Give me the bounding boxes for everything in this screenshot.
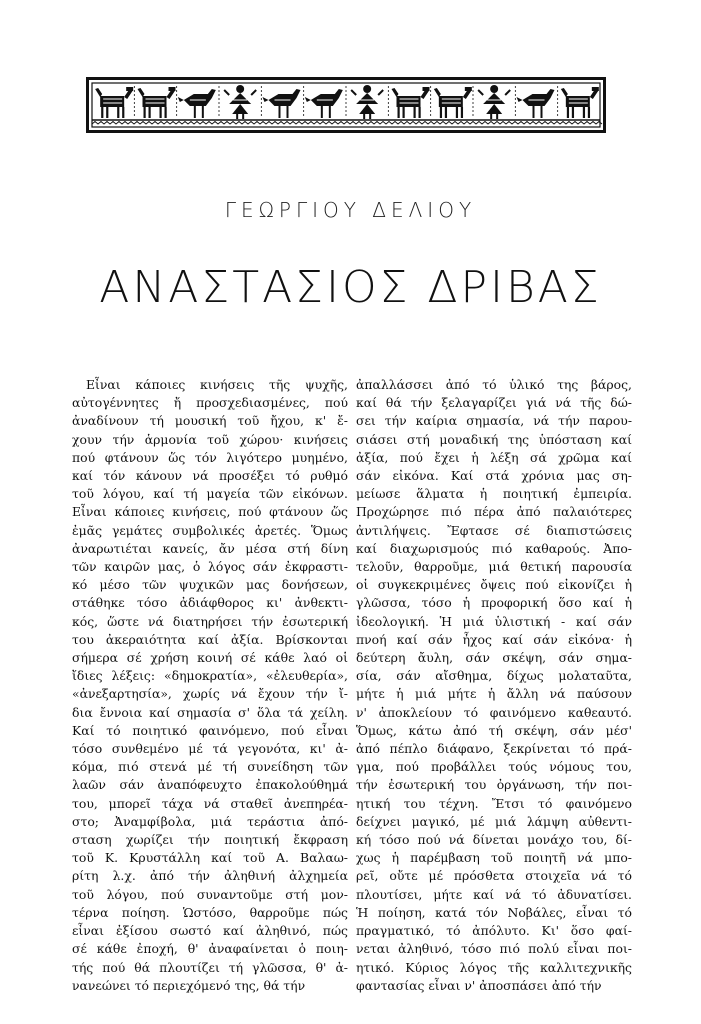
text-line: ρίτη λ.χ. ἀπό τήν ἀληθινή ἀλχημεία [72, 868, 348, 884]
text-line: δεύτερη ἄυλη, σάν σκέψη, σάν σημα- [356, 650, 632, 666]
text-line: καί τόν κάνουν νά προσέξει τό ρυθμό [72, 468, 348, 484]
text-line: στάθηκε τόσο ἀδιάφθορος κι' ἀνθεκτι- [72, 595, 348, 611]
text-line: ν' ἀποκλείουν τό φαινόμενο καθεαυτό. [356, 704, 632, 720]
figure-motif [478, 85, 510, 119]
text-line: τοῦ Κ. Κρυστάλλη καί τοῦ Α. Βαλαω- [72, 850, 348, 866]
text-line: εἶναι ἐξίσου σωστό καί ἀληθινό, πώς [72, 923, 348, 939]
text-line: κόμα, πιό στενά μέ τή συνείδηση τῶν [72, 759, 348, 775]
text-line: καί διαχωρισμούς πιό καθαρούς. Ἀπο- [356, 540, 632, 556]
text-line: Εἶναι κάποιες κινήσεις τῆς ψυχῆς, [86, 377, 348, 392]
text-line: πνοή καί σάν ἦχος καί σάν εἰκόνα· ἡ [356, 631, 632, 647]
text-line: ητική του τέχνη. Ἔτσι τό φαινόμενο [356, 795, 632, 811]
text-line: αὐτογέννητες ἤ προσχεδιασμένες, πού [72, 395, 348, 411]
text-column-left [72, 376, 348, 995]
beast-motif [138, 87, 176, 118]
article-title: ΑΝΑΣΤΑΣΙΟΣ ΔΡΙΒΑΣ [99, 262, 602, 313]
text-column-right [356, 376, 632, 995]
text-line: πλουτίσει, μήτε καί νά τό ἀδυνατίσει. [356, 886, 632, 902]
text-line: Εἶναι κάποιες κινήσεις, πού φτάνουν ὥς [72, 504, 348, 520]
text-line: σήμερα σέ χρήση κοινή σέ κάθε λαό οἱ [72, 650, 348, 666]
text-line: πού φτάνουν ὥς τόν λιγότερο μυημένο, [72, 449, 348, 465]
author-name: ΓΕΩΡΓΙΟΥ ΔΕΛΙΟΥ [224, 198, 477, 222]
text-line: ἰδεολογική. Ἡ μιά ὑλιστική - καί σάν [356, 613, 632, 629]
text-line: σιάσει στή μοναδική της ὑπόσταση καί [356, 431, 632, 447]
text-line: νανεώνει τό περιεχόμενό της, θά τήν [72, 977, 306, 993]
text-line: ἀξία, πού ἔχει ἡ λέξη σά χρῶμα καί [356, 449, 632, 465]
text-line: σει τήν καίρια σημασία, νά τήν παρου- [356, 413, 632, 429]
text-line: κός, ὥστε νά διατηρήσει τήν ἐσωτερική [72, 613, 348, 629]
text-line: τόσο συνθεμένο μέ τά γεγονότα, κι' ἀ- [72, 741, 348, 757]
text-line: φαντασίας εἶναι ν' ἀποσπάσει ἀπό τήν [356, 977, 602, 993]
text-line: τής πού θά πλουτίζει τή γλῶσσα, θ' ἀ- [72, 959, 348, 975]
bird-motif [305, 89, 343, 118]
text-line: ἀναρωτιέται κανείς, ἄν μέσα στή δίνη [72, 540, 348, 556]
beast-motif [561, 87, 599, 118]
beast-motif [95, 87, 133, 118]
text-line: ἴδιες λέξεις: «δημοκρατία», «ἐλευθερία», [72, 668, 348, 684]
text-line: κή τόσο πού νά δίνεται μονάχο του, δί- [356, 832, 632, 848]
text-line: τελοῦν, θαρροῦμε, μιά θετική παρουσία [356, 559, 632, 575]
text-line: καί θά τήν ξελαγαρίζει γιά νά τῆς δώ- [356, 395, 632, 411]
text-line: «ἀνεξαρτησία», χωρίς νά ἔχουν τήν ἴ- [72, 686, 348, 702]
beast-motif [434, 87, 472, 118]
text-line: τέρνα ποίηση. Ὡστόσο, θαρροῦμε πώς [72, 904, 348, 920]
text-line: πραγματικό, τό ἀπόλυτο. Κι' ὅσο φαί- [356, 923, 632, 939]
text-line: τῶν καιρῶν μας, ὁ λόγος σάν ἐκφραστι- [72, 559, 348, 575]
text-line: γμα, πού προβάλλει τούς νόμους του, [356, 759, 632, 775]
bird-motif [178, 89, 216, 118]
text-line: ἀπαλλάσσει ἀπό τό ὑλικό της βάρος, [356, 377, 632, 392]
beast-motif [392, 87, 430, 118]
text-line: Ὅμως, κάτω ἀπό τή σκέψη, σάν μέσ' [356, 722, 632, 738]
frieze-pattern [89, 80, 603, 130]
text-line: σέ κάθε ἐποχή, θ' ἀναφαίνεται ὁ ποιη- [72, 941, 348, 957]
text-line: νεται ἀληθινό, τόσο πιό πολύ εἶναι ποι- [356, 941, 632, 957]
text-line: λαῶν σάν ἀναπόφευχτο ἐπακολούθημά [72, 777, 348, 793]
figure-motif [224, 85, 256, 119]
text-line: ἀναδίνουν τή μουσική τοῦ ἤχου, κ' ἔ- [72, 413, 348, 429]
text-line: στο; Ἀναμφίβολα, μιά τεράστια ἀπό- [72, 813, 348, 829]
text-line: δείχνει μαγικό, μέ μιά λάμψη αὐθεντι- [356, 813, 632, 829]
text-line: ἀπό πέπλο διάφανο, ξεκρίνεται τό πρά- [356, 741, 632, 757]
text-line: δια ἔννοια καί σημασία σ' ὅλα τά χείλη. [72, 704, 348, 720]
text-line: του, μπορεῖ τάχα νά σταθεῖ ἀνεπηρέα- [72, 795, 348, 811]
text-line: Καί τό ποιητικό φαινόμενο, πού εἶναι [72, 722, 348, 738]
text-line: ρεῖ, οὔτε μέ πρόσθετα στοιχεῖα νά τό [356, 868, 632, 884]
text-line: τήν ἐσωτερική του ὀργάνωση, τήν ποι- [356, 777, 632, 793]
text-line: γλῶσσα, τόσο ἡ προφορική ὅσο καί ἡ [356, 595, 632, 611]
text-line: μείωσε ἅλματα ἡ ποιητική ἐμπειρία. [356, 486, 632, 502]
text-line: χουν τήν ἁρμονία τοῦ χώρου· κινήσεις [72, 431, 348, 447]
text-line: τοῦ λόγου, πού συναντοῦμε στή μον- [72, 886, 348, 902]
text-line: ἀντιλήψεις. Ἔφτασε σέ διαπιστώσεις [356, 522, 632, 538]
text-line: Ἡ ποίηση, κατά τόν Νοβάλες, εἶναι τό [356, 904, 632, 920]
text-line: τοῦ λόγου, καί τή μαγεία τῶν εἰκόνων. [72, 486, 348, 502]
text-line: σταση χωρίζει τήν ποιητική ἔκφραση [72, 832, 348, 848]
bird-motif [517, 89, 555, 118]
figure-motif [351, 85, 383, 119]
text-line: χως ἡ παρέμβαση τοῦ ποιητῆ νά μπο- [356, 850, 632, 866]
decorative-frieze [86, 77, 606, 133]
text-line: κό μέσο τῶν ψυχικῶν μας δονήσεων, [72, 577, 348, 593]
text-line: μήτε ἡ μιά μήτε ἡ ἄλλη νά παύσουν [356, 686, 632, 702]
text-line: Προχώρησε πιό πέρα ἀπό παλαιότερες [356, 504, 632, 520]
text-line: του ἀκεραιότητα καί ἀξία. Βρίσκονται [72, 631, 348, 647]
text-line: ητικό. Κύριος λόγος τῆς καλλιτεχνικῆς [356, 959, 632, 975]
bird-motif [263, 89, 301, 118]
text-line: σάν εἰκόνα. Καί στά χρόνια μας ση- [356, 468, 632, 484]
text-line: ἐμᾶς γεμάτες συμβολικές ἀρετές. Ὅμως [72, 522, 348, 538]
text-line: οἱ συγκεκριμένες ὄψεις πού εἰκονίζει ἡ [356, 577, 632, 593]
text-line: σία, σάν αἴσθημα, δίχως μολαταῦτα, [356, 668, 632, 684]
